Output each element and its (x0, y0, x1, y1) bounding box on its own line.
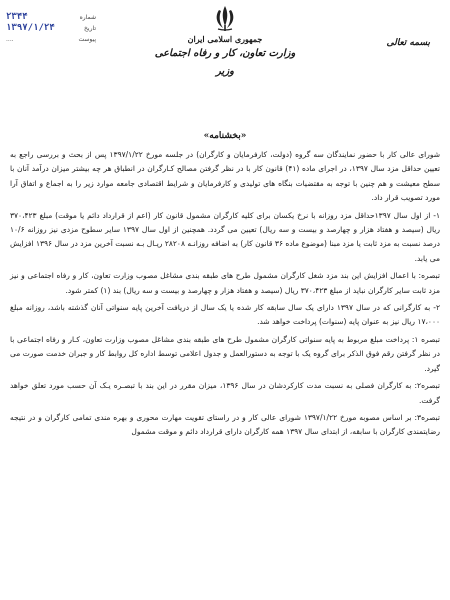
paragraph-intro: شورای عالی کار با حضور نمایندگان سه گروه (دولت، کارفرمایان و کارگران) در جلسه مورخ ۱۳۹۷/۱/۲۲ پس از بحث و بررسی راجع به تعیین حداقل مزد سال ۱۳۹۷، در اجرای ماده (۴۱) قانون کار با در نظر گرفتن مصالح کـارگران در انطباق هر چه بیشتر میزان درآمد آنان با سطح معیشت و هم چنین با توجه به مقتضیات بنگاه های تولیدی و کارفرمایان و شرایط اقتصادی جامعه موارد زیر را به اجماع و اتفاق آرا مورد تصویب قرار داد. (10, 150, 441, 203)
paragraph-note-2: تبصره۲: به کارگران فصلی به نسبت مدت کارکردشان در سال ۱۳۹۶، میزان مقرر در این بند با تبصـره یـک آن حسب مورد تعلق خواهد گرفت. (10, 381, 440, 405)
header-republic: جمهوری اسلامی ایران (187, 34, 263, 44)
paragraph-note-1: تبصره ۱: پرداخت مبلغ مربوط به پایه سنواتی کارگران مشمول طرح های طبقه بندی مشاغل مصوب وزارت تعاون، کـار و رفاه اجتماعی با در نظر گرفتن رقم فوق الذکر برای گروه یک با توجه به دستورالعمل و جدول اعلامی توسط اداره کل روابط کار و جبران خدمت صورت می گیرد. (10, 334, 441, 373)
reference-number-value: ۲۳۴۴ (6, 12, 28, 22)
reference-attachment-label: پیوست (78, 36, 96, 43)
reference-date-row (6, 23, 96, 34)
attachment-blank: .... (6, 36, 14, 43)
header-minister: وزیر (216, 66, 234, 77)
reference-number-row (6, 12, 96, 23)
paragraph-clause-1: ۱- از اول سال ۱۳۹۷حداقل مزد روزانه با نرخ یکسان برای کلیه کارگران مشمول قانون کار (اعم از قرارداد دائم یا موقت) مبلغ ۳۷۰،۴۲۳ ریال (سیصد و هفتاد هزار و چهارصد و بیست و سه ریال) تعیین می گردد. همچنین از اول سال ۱۳۹۷ سایر سطوح مزدی نیز روزانه ۱۰/۶ درصد نسبت به مزد ثابت یا مزد مبنا (موضوع ماده ۳۶ قانون کار) به اضافه روزانـه ۲۸۲۰۸ ریـال بـه نسبت آخرین مزد در سال ۱۳۹۶ افزایش می یابد. (10, 210, 440, 263)
header-ministry: وزارت تعاون، کار و رفاه اجتماعی (154, 48, 296, 59)
bismillah-heading: بسمه تعالی (386, 38, 430, 48)
circular-title: «بخشنامه» (203, 131, 247, 141)
iran-emblem-icon (210, 4, 240, 32)
reference-date-value: ۱۳۹۷/۱/۲۴ (6, 23, 55, 33)
reference-date-label: تاریخ (84, 25, 96, 32)
paragraph-clause-2: ۲- به کارگرانی که در سال ۱۳۹۷ دارای یک سال سابقه کار شده یا یک سال از دریافت آخرین پایه سنواتی آنان گذشته باشد، روزانه مبلغ ۱۷،۰۰۰ ریال نیز به عنوان پایه (سنوات) پرداخت خواهد شد. (10, 303, 440, 327)
reference-number-label: شماره (79, 14, 96, 21)
paragraph-clause-1-note: تبصره: با اعمال افزایش این بند مزد شغل کارگران مشمول طرح های طبقه بندی مشاغل مصوب وزارت تعاون، کار و رفاه اجتماعی و نیز مزد ثابت سایر کارگران نباید از مبلغ ۳۷۰،۴۲۳ ریال (سیصد و هفتاد هزار و چهارصد و بیست و سه ریال) بند (۱) کمتر شود. (10, 271, 440, 295)
circular-body (10, 148, 440, 443)
paragraph-note-3: تبصره۳: بر اساس مصوبه مورخ ۱۳۹۷/۱/۲۲ شورای عالی کار و در راستای تقویت مهارت محوری و بهره مندی تمامی کارگران و در نتیجه رضایتمندی کارگران با سابقه، از ابتدای سال ۱۳۹۷ همه کارگران دارای قرارداد دائم و موقت مشمول (10, 412, 441, 437)
